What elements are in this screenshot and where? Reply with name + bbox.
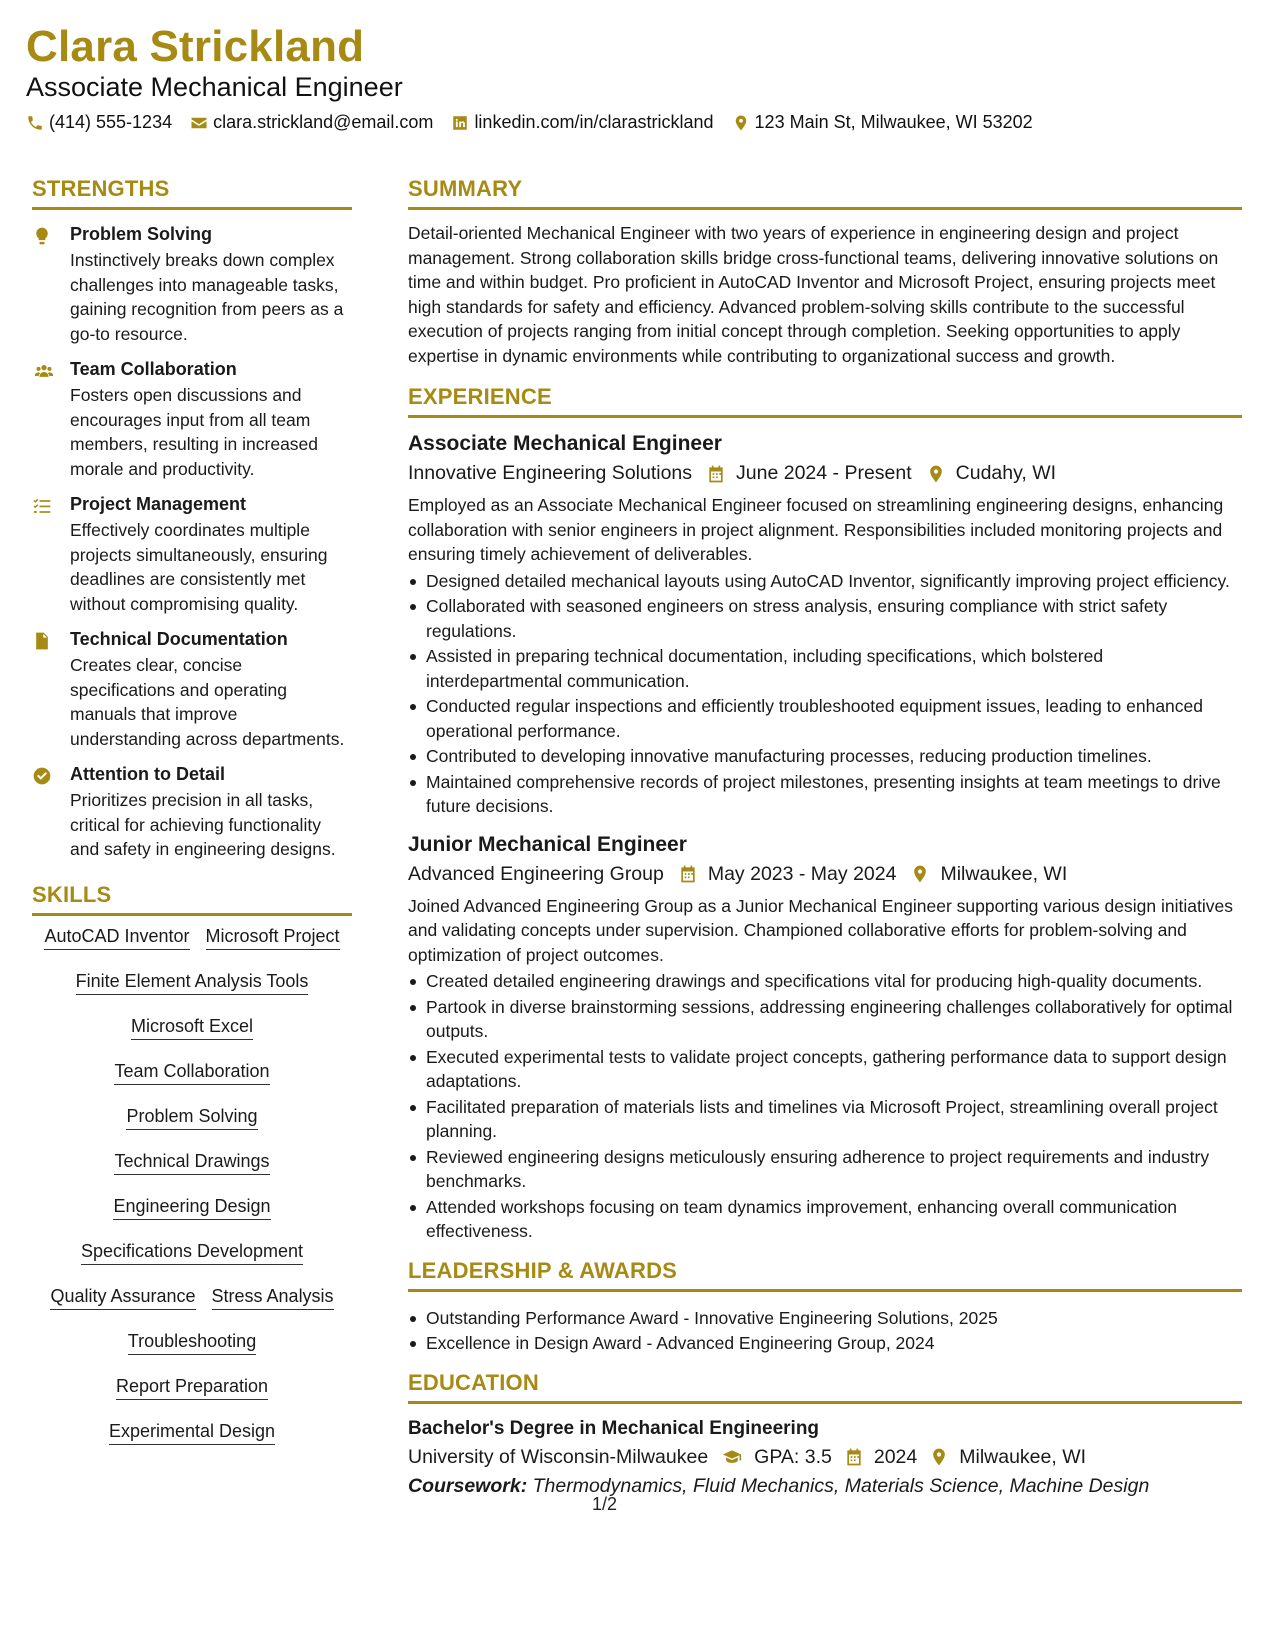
strength-title: Project Management [70, 494, 247, 514]
strength-desc: Prioritizes precision in all tasks, critical for achieving functionality and safety in engineering designs. [70, 790, 336, 859]
list-item: Assisted in preparing technical documentation, including specifications, which bolstered interdepartmental communication. [408, 644, 1242, 693]
contact-phone[interactable] [26, 112, 172, 133]
strength-title: Technical Documentation [70, 629, 288, 649]
job-location: Cudahy, WI [955, 462, 1057, 484]
map-pin-icon [910, 864, 930, 884]
skill-tag: Problem Solving [126, 1106, 257, 1130]
skill-tag: AutoCAD Inventor [44, 926, 189, 950]
list-item: Designed detailed mechanical layouts using AutoCAD Inventor, significantly improving project efficiency. [408, 569, 1242, 594]
check-circle-icon [32, 766, 52, 786]
education-school: University of Wisconsin-Milwaukee [408, 1445, 709, 1468]
skill-tag: Engineering Design [113, 1196, 270, 1220]
phone-text: (414) 555-1234 [49, 112, 173, 132]
map-pin-icon [732, 114, 750, 132]
list-item: Excellence in Design Award - Advanced Engineering Group, 2024 [408, 1331, 1242, 1356]
document-icon [32, 631, 52, 651]
list-item: Contributed to developing innovative manufacturing processes, reducing production timelines. [408, 744, 1242, 769]
list-item: Created detailed engineering drawings and specifications vital for producing high-quality documents. [408, 969, 1242, 994]
job-title: Junior Mechanical Engineer [408, 832, 687, 856]
contact-linkedin[interactable] [451, 112, 713, 133]
list-item: Maintained comprehensive records of project milestones, presenting insights at team meetings to drive future decisions. [408, 770, 1242, 819]
skill-tag: Technical Drawings [114, 1151, 269, 1175]
users-icon [32, 361, 56, 381]
skill-tag: Stress Analysis [212, 1286, 334, 1310]
strength-desc: Instinctively breaks down complex challenges into manageable tasks, gaining recognition from peers as a go-to resource. [70, 250, 344, 344]
summary-heading: SUMMARY [408, 176, 1242, 210]
strength-desc: Effectively coordinates multiple projects simultaneously, ensuring deadlines are consistently met without compromising quality. [70, 520, 328, 614]
strength-desc: Creates clear, concise specifications and operating manuals that improve understanding across departments. [70, 655, 345, 749]
skill-tag: Specifications Development [81, 1241, 303, 1265]
contact-address [732, 112, 1033, 133]
list-item: Attended workshops focusing on team dynamics improvement, enhancing overall communication effectiveness. [408, 1195, 1242, 1244]
skill-tag: Finite Element Analysis Tools [76, 971, 309, 995]
calendar-icon [706, 464, 726, 484]
candidate-title: Associate Mechanical Engineer [26, 72, 403, 102]
skills-list [32, 926, 352, 1445]
calendar-icon [844, 1447, 864, 1467]
lightbulb-icon [32, 226, 52, 246]
calendar-icon [678, 864, 698, 884]
job-company: Advanced Engineering Group [408, 862, 664, 885]
strength-title: Problem Solving [70, 224, 213, 244]
list-item: Conducted regular inspections and efficiently troubleshooted equipment issues, leading to enhanced operational performance. [408, 694, 1242, 743]
envelope-icon [190, 114, 208, 132]
strength-item [32, 494, 352, 616]
job-bullets [408, 569, 1242, 819]
contact-bar [26, 112, 1051, 133]
summary-text: Detail-oriented Mechanical Engineer with two years of experience in engineering design and project management. Strong collaboration skills bridge cross-functional teams, delivering innovative solutions on time and within budget. Pro proficient in AutoCAD Inventor and Microsoft Project, ensuring projects meet high standards for safety and efficiency. Advanced problem-solving skills contribute to the successful execution of projects ranging from initial concept through completion. Seeking opportunities to apply expertise in dynamic environments while contributing to organizational success and growth. [408, 223, 1219, 366]
linkedin-text: linkedin.com/in/clarastrickland [474, 112, 714, 132]
awards-list [408, 1306, 1242, 1356]
candidate-name: Clara Strickland [26, 22, 365, 71]
strengths-heading: STRENGTHS [32, 176, 352, 210]
page-number: 1/2 [592, 1494, 618, 1514]
contact-email[interactable] [190, 112, 433, 133]
experience-heading: EXPERIENCE [408, 384, 1242, 418]
job-title: Associate Mechanical Engineer [408, 432, 722, 455]
job-entry [408, 833, 1242, 1244]
phone-icon [26, 114, 44, 132]
strength-item [32, 359, 352, 481]
strength-item [32, 629, 352, 751]
strength-title: Attention to Detail [70, 764, 225, 784]
skill-tag: Microsoft Project [206, 926, 340, 950]
job-location: Milwaukee, WI [940, 862, 1068, 885]
map-pin-icon [929, 1447, 949, 1467]
skill-tag: Experimental Design [109, 1421, 275, 1445]
right-column [408, 176, 1242, 1498]
strength-item [32, 764, 352, 862]
skill-tag: Team Collaboration [114, 1061, 269, 1085]
graduation-cap-icon [720, 1447, 744, 1467]
skill-tag: Report Preparation [116, 1376, 268, 1400]
education-coursework [408, 1475, 1242, 1498]
coursework-text: Thermodynamics, Fluid Mechanics, Materials Science, Machine Design [532, 1474, 1150, 1497]
list-item: Reviewed engineering designs meticulously ensuring adherence to project requirements and industry benchmarks. [408, 1145, 1242, 1194]
education-year: 2024 [873, 1445, 918, 1468]
education-degree: Bachelor's Degree in Mechanical Engineering [408, 1417, 820, 1439]
address-text: 123 Main St, Milwaukee, WI 53202 [754, 112, 1033, 132]
skills-heading: SKILLS [32, 882, 352, 916]
strength-item [32, 224, 352, 346]
awards-heading: LEADERSHIP & AWARDS [408, 1258, 1242, 1292]
strength-desc: Fosters open discussions and encourages input from all team members, resulting in increased morale and productivity. [70, 385, 319, 479]
job-entry [408, 432, 1242, 819]
education-location: Milwaukee, WI [959, 1445, 1087, 1468]
list-check-icon [32, 496, 52, 516]
education-gpa: GPA: 3.5 [754, 1445, 832, 1468]
skill-tag: Microsoft Excel [131, 1016, 253, 1040]
job-description: Joined Advanced Engineering Group as a Junior Mechanical Engineer supporting various design initiatives and validating concepts under supervision. Championed collaborative efforts for problem-solving and optimization of project outcomes. [408, 895, 1233, 965]
skill-tag: Troubleshooting [128, 1331, 256, 1355]
list-item: Executed experimental tests to validate project concepts, gathering performance data to support design adaptations. [408, 1045, 1242, 1094]
skill-tag: Quality Assurance [50, 1286, 195, 1310]
list-item: Collaborated with seasoned engineers on stress analysis, ensuring compliance with strict safety regulations. [408, 594, 1242, 643]
job-description: Employed as an Associate Mechanical Engineer focused on streamlining engineering designs, enhancing collaboration with senior engineers in project alignment. Responsibilities included monitoring projects and ensuring timely achievement of deliverables. [408, 495, 1224, 564]
list-item: Facilitated preparation of materials lists and timelines via Microsoft Project, streamlining overall project planning. [408, 1095, 1242, 1144]
map-pin-icon [926, 464, 946, 484]
list-item: Outstanding Performance Award - Innovative Engineering Solutions, 2025 [408, 1306, 1242, 1331]
left-column [32, 176, 352, 1466]
coursework-label: Coursework: [408, 1474, 528, 1497]
email-text: clara.strickland@email.com [213, 112, 434, 132]
job-dates: June 2024 - Present [736, 462, 912, 484]
job-bullets [408, 969, 1242, 1244]
linkedin-icon [451, 114, 469, 132]
list-item: Partook in diverse brainstorming sessions, addressing engineering challenges collaboratively for optimal outputs. [408, 995, 1242, 1044]
job-company: Innovative Engineering Solutions [408, 462, 693, 484]
strength-title: Team Collaboration [70, 359, 237, 379]
education-heading: EDUCATION [408, 1370, 1242, 1404]
job-dates: May 2023 - May 2024 [707, 862, 897, 885]
